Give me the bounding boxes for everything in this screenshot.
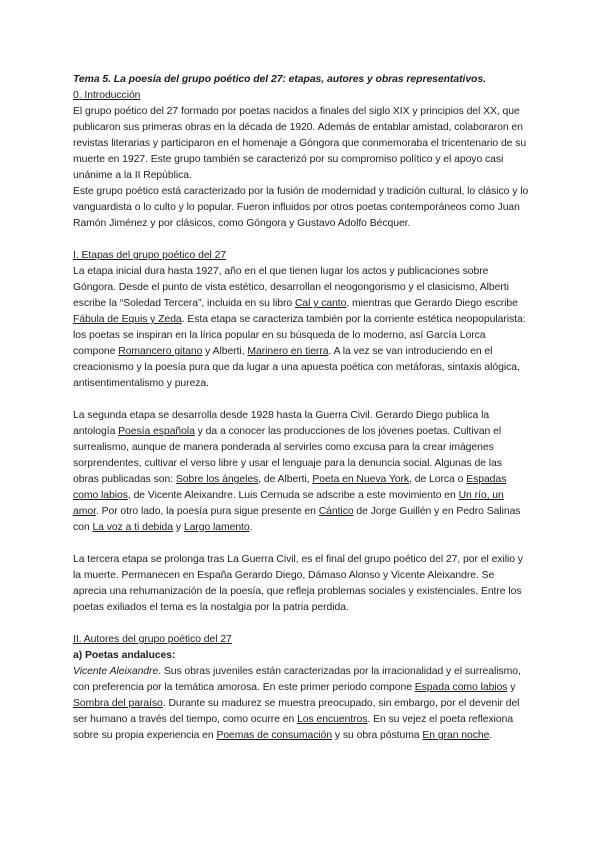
text-run: . <box>489 730 493 741</box>
text-run: La tercera etapa se prolonga tras La Guerra Civil, es el final del grupo poético del 27, por el exilio y la muerte. Permanecen en España Gerardo Diego, Dámaso Alonso y Vicente Aleixandre. Se aprecia una rehumanización de la poesía, que refleja problemas sociales y existenciales. Entre los poetas exiliados el tema es la nostalgia por la patria perdida. <box>73 554 523 613</box>
work-title: Marinero en tierra <box>247 346 329 357</box>
subheading-poetas-andaluces: a) Poetas andaluces: <box>73 650 176 661</box>
text-run: . Por otro lado, la poesía pura sigue presente en <box>95 506 319 517</box>
text-run: , de Alberti, <box>258 474 313 485</box>
text-run: El grupo poético del 27 formado por poetas nacidos a finales del siglo XIX y principios del XX, que publicaron sus primeras obras en la década de 1920. Además de entablar amistad, colaboraron en revistas literarias y participaron en el homenaje a Góngora que conmemoraba el tricentenario de su muerte en 1927. Este grupo también se caracterizó por su compromiso político y el apoyo casi unánime a la II República. <box>73 106 527 181</box>
work-title: Fábula de Equis y Zeda <box>73 314 182 325</box>
text-run: . <box>249 522 253 533</box>
text-run: La etapa inicial dura hasta 1927, año en el que tienen lugar los actos y publicaciones sobre Góngora. Desde el punto de vista estético, desarrollan el neogongorismo y el clasicismo, Alberti escribe la “Soledad Tercera”, incluida en su libro <box>73 266 509 309</box>
work-title: En gran noche <box>422 730 490 741</box>
text-run: y <box>173 522 184 533</box>
text-run: y Alberti, <box>202 346 248 357</box>
author-name: Vicente Aleixandre <box>73 666 159 677</box>
text-run: . Esta etapa se caracteriza también por la corriente estética neopopularista: los poetas se inspiran en la lírica popular en su búsqueda de lo moderno, así García Lorca compone <box>73 314 526 357</box>
text-run: , de Lorca o <box>409 474 467 485</box>
text-run: . Durante su madurez se muestra preocupado, sin embargo, por el devenir del ser humano a través del tiempo, como ocurre en <box>73 698 520 725</box>
text-run: Este grupo poético está caracterizado por la fusión de modernidad y tradición cultural, lo clásico y lo vanguardista o lo culto y lo popular. Fueron influidos por otros poetas contemporáneos como Juan Ramón Jiménez y por clásicos, como Góngora y Gustavo Adolfo Bécquer. <box>73 186 529 229</box>
work-title: Sombra del paraíso <box>73 698 163 709</box>
paragraph <box>73 408 529 536</box>
text-run: y <box>507 682 516 693</box>
text-run: . En su vejez el poeta reflexiona sobre su propia experiencia en <box>73 714 514 741</box>
work-title: Un río, un amor <box>73 490 504 517</box>
paragraph <box>73 104 529 184</box>
text-run: La segunda etapa se desarrolla desde 1928 hasta la Guerra Civil. Gerardo Diego publica la antología <box>73 410 490 437</box>
section-heading-autores: II. Autores del grupo poético del 27 <box>73 634 232 645</box>
work-title: Espada como labios <box>414 682 508 693</box>
document-title: Tema 5. La poesía del grupo poético del 27: etapas, autores y obras representativos. <box>73 74 486 85</box>
paragraph <box>73 552 529 616</box>
work-title: Los encuentros <box>297 714 368 725</box>
work-title: La voz a ti debida <box>92 522 174 533</box>
section-heading-introduccion: 0. Introducción <box>73 90 141 101</box>
work-title: Cal y canto <box>294 298 347 309</box>
text-run: , mientras que Gerardo Diego escribe <box>346 298 518 309</box>
paragraph <box>73 264 529 392</box>
work-title: Espadas como labios <box>73 474 507 501</box>
text-run: y da a conocer las producciones de los jóvenes poetas. Cultivan el surrealismo, aunque de manera ponderada al servirles como excusa para la crear imágenes sorprendentes, cultivar el verso libre y usar el lenguaje para la denuncia social. Algunas de las obras publicadas son: <box>73 426 502 485</box>
text-run: y su obra póstuma <box>332 730 423 741</box>
work-title: Poesía española <box>118 426 195 437</box>
work-title: Sobre los ángeles <box>175 474 259 485</box>
document-page <box>73 72 529 744</box>
paragraph-gap <box>73 616 529 632</box>
paragraph <box>73 664 529 744</box>
work-title: Poemas de consumación <box>216 730 333 741</box>
text-run: , de Vicente Aleixandre. Luis Cernuda se adscribe a este movimiento en <box>127 490 459 501</box>
work-title: Largo lamento <box>183 522 250 533</box>
text-run: . A la vez se van introduciendo en el creacionismo y la poesía pura que da lugar a una apuesta poética con metáforas, sintaxis alógica, antisentimentalismo y pureza. <box>73 346 520 389</box>
paragraph <box>73 184 529 232</box>
text-run: de Jorge Guillén y en Pedro Salinas con <box>73 506 521 533</box>
work-title: Poeta en Nueva York <box>312 474 410 485</box>
work-title: Cántico <box>318 506 354 517</box>
paragraph-gap <box>73 232 529 248</box>
text-run: . Sus obras juveniles están caracterizadas por la irracionalidad y el surrealismo, con preferencia por la temática amorosa. En este primer periodo compone <box>73 666 521 693</box>
paragraph-gap <box>73 392 529 408</box>
paragraph-gap <box>73 536 529 552</box>
section-heading-etapas: I. Etapas del grupo poético del 27 <box>73 250 227 261</box>
work-title: Romancero gitano <box>118 346 203 357</box>
